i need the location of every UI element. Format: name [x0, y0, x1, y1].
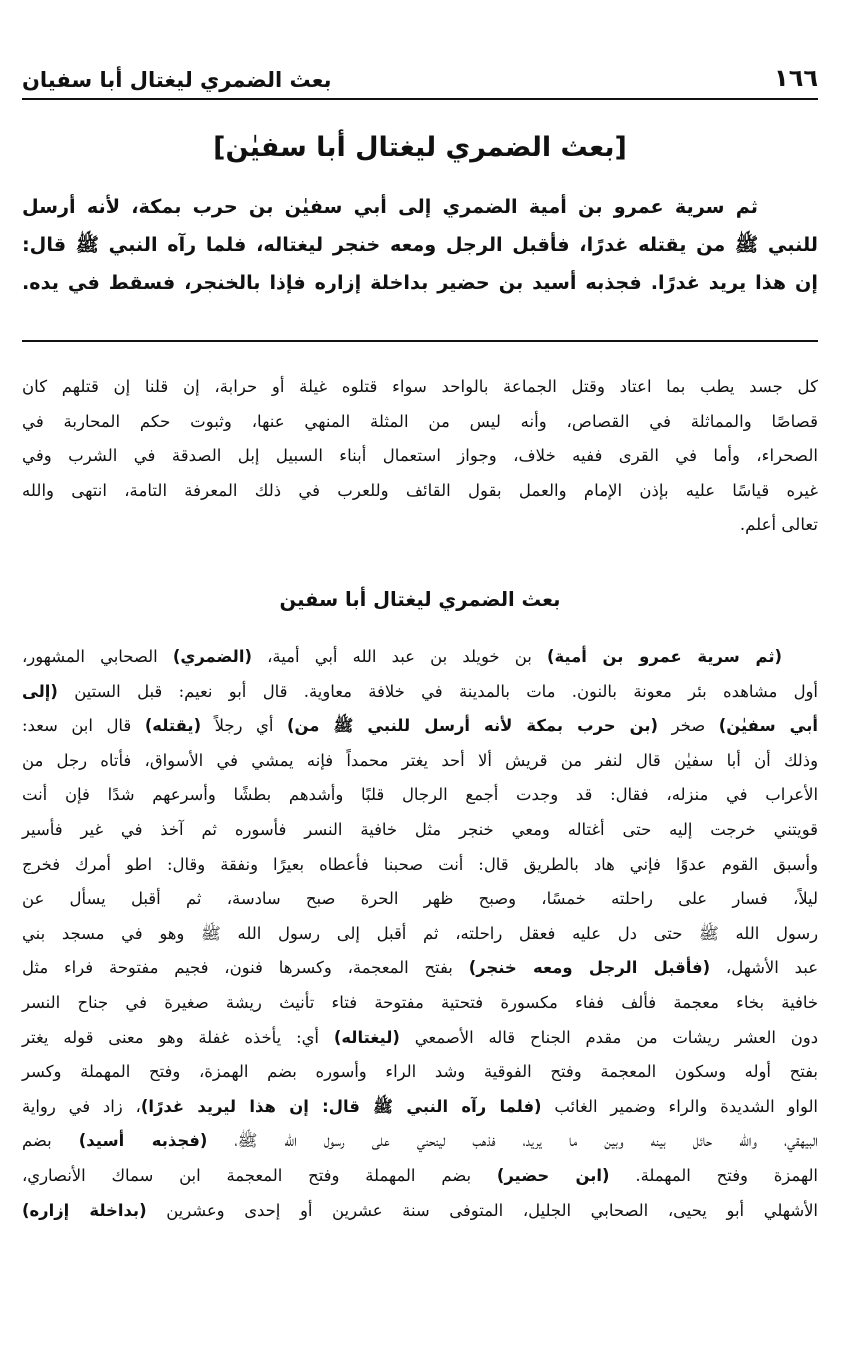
text-segment: أول مشاهده بئر معونة بالنون. مات بالمدينة في خلافة معاوية. قال أبو نعيم: قبل الستين [57, 681, 818, 701]
main-text-line: إن هذا يريد غدرًا. فجذبه أسيد بن حضير بداخلة إزاره فإذا بالخنجر، فسقط في يده. [22, 271, 818, 294]
commentary-line [22, 917, 818, 952]
quoted-text-segment: (الضمري) [172, 647, 252, 666]
text-segment: وذلك أن أبا سفيٰن قال لنفر من قريش ألا أحد يغتر محمداً فإنه يمشي في الأسواق، فأتاه رجل من [22, 750, 818, 770]
commentary-line [22, 848, 818, 883]
text-segment: أي رجلاً [201, 716, 287, 736]
quoted-text-segment: (فجذبه أسيد) [78, 1131, 208, 1151]
text-segment: صخر [658, 716, 719, 736]
commentary-line [22, 1090, 818, 1125]
text-segment: بن خويلد بن عبد الله أبي أمية، [251, 647, 547, 666]
commentary-line [22, 640, 818, 675]
text-segment: قويتني خرجت إليه حتى أغتاله ومعي خنجر مثل خافية النسر فأسوره ثم آخذ في غير فأسير [22, 819, 818, 839]
main-text [22, 188, 818, 302]
commentary-line: غيره قياسًا عليه بإذن الإمام والعمل بقول القائف وللعرب في ذلك المعرفة التامة، انتهى والله [22, 480, 818, 500]
commentary-line: قصاصًا والمماثلة في القصاص، وأنه ليس من المثلة المنهي عنها، وثبوت حكم المحاربة في [22, 411, 818, 431]
text-segment: بضم المهملة وفتح المعجمة ابن سماك الأنصاري، [22, 1165, 497, 1185]
commentary-line [22, 744, 818, 779]
page-number: ١٦٦ [774, 64, 818, 92]
commentary-line [22, 813, 818, 848]
text-segment: دون العشر ريشات من مقدم الجناح قاله الأصمعي [399, 1027, 818, 1047]
section-title: [بعث الضمري ليغتال أبا سفيٰن] [213, 132, 627, 163]
text-segment: الأشهلي أبو يحيى، الصحابي الجليل، المتوفى سنة عشرين أو إحدى وعشرين [146, 1200, 818, 1220]
quoted-text-segment: (بداخلة إزاره) [22, 1200, 147, 1220]
text-segment: أي: يأخذه غفلة وهو معنى قوله يغتر [22, 1027, 334, 1047]
quoted-text-segment: (فأقبل الرجل ومعه خنجر) [468, 958, 711, 978]
text-segment: ، زاد في رواية [22, 1096, 141, 1116]
text-segment: البيهقي، والله حائل بينه وبين ما يريد، فذهب لينحني على رسول الله ﷺ، [207, 1131, 818, 1151]
text-segment: بضم [22, 1131, 79, 1151]
quoted-text-segment: (يقتله) [144, 716, 202, 736]
commentary-line [22, 951, 818, 986]
commentary-line [22, 709, 818, 744]
text-segment: ليلاً، فسار على راحلته خمسًا، وصبح ظهر الحرة صبح سادسة، ثم أقبل يسأل عن [22, 889, 818, 909]
commentary-line [22, 986, 818, 1021]
running-header [22, 56, 818, 100]
text-segment: وأسبق القوم عدوًا فإني هاد بالطريق قال: أنت صحبنا فأعطاه بعيرًا ونفقة وقال: اطو أمرك فخرج [22, 854, 818, 874]
quoted-text-segment: أبي سفيٰن) [718, 716, 819, 736]
quoted-text-segment: (فلما رآه النبي ﷺ قال: إن هذا ليريد غدرًا) [140, 1096, 542, 1116]
footnote-divider [22, 340, 818, 342]
text-segment: بفتح المعجمة، وكسرها فنون، فجيم مفتوحة فراء مثل [22, 958, 469, 978]
text-segment: الهمزة وفتح المهملة. [609, 1165, 818, 1185]
quoted-text-segment: (ثم سرية عمرو بن أمية) [546, 647, 782, 666]
main-text-line: ثم سرية عمرو بن أمية الضمري إلى أبي سفيٰن بن حرب بمكة، لأنه أرسل [22, 195, 758, 218]
commentary-line: تعالى أعلم. [739, 515, 818, 535]
commentary-section-title: بعث الضمري ليغتال أبا سفين [279, 588, 561, 611]
commentary-top [22, 370, 818, 543]
text-segment: الأعراب في منزله، فقال: قد وجدت أجمع الرجال قلبًا وأشدهم بطشًا وأسرعهم شدًا فإن أنت [22, 785, 818, 805]
running-title: بعث الضمري ليغتال أبا سفيان [22, 68, 332, 92]
commentary-section-body [22, 640, 818, 1228]
quoted-text-segment: (بن حرب بمكة لأنه أرسل للنبي ﷺ من) [287, 716, 659, 736]
commentary-line [22, 1124, 818, 1159]
quoted-text-segment: (إلى [22, 681, 58, 701]
commentary-line [22, 1194, 818, 1229]
commentary-line: الصحراء، وأما في القرى ففيه خلاف، وجواز استعمال أبناء السبيل إبل الصدقة في الشرب وفي [22, 446, 818, 466]
commentary-line [22, 778, 818, 813]
text-segment: رسول الله ﷺ حتى دل عليه فعقل راحلته، ثم أقبل إلى رسول الله ﷺ وهو في مسجد بني [22, 923, 818, 943]
quoted-text-segment: (ابن حضير) [496, 1165, 610, 1185]
quoted-text-segment: (ليغتاله) [333, 1027, 400, 1047]
text-segment: الواو الشديدة والراء وضمير الغائب [541, 1096, 818, 1116]
commentary-line: كل جسد يطب بما اعتاد وقتل الجماعة بالواحد سواء قتلوه غيلة أو حرابة، إن قلنا إن قتلهم كان [22, 377, 818, 396]
text-segment: الصحابي المشهور، [22, 647, 173, 666]
text-segment: عبد الأشهل، [710, 958, 818, 978]
commentary-line [22, 1055, 818, 1090]
text-segment: بفتح أوله وسكون المعجمة وفتح الفوقية وشد الراء وأسوره بضم الهمزة، وفتح المهملة وكسر [22, 1062, 818, 1082]
commentary-line [22, 1021, 818, 1056]
main-text-line: للنبي ﷺ من يقتله غدرًا، فأقبل الرجل ومعه خنجر ليغتاله، فلما رآه النبي ﷺ قال: [22, 233, 818, 256]
commentary-line [22, 675, 818, 710]
commentary-line [22, 882, 818, 917]
commentary-line [22, 1159, 818, 1194]
text-segment: قال ابن سعد: [22, 716, 145, 736]
text-segment: خافية بخاء معجمة فألف ففاء مكسورة فتحتية مفتوحة فتاء تأنيث ريشة صغيرة في جناح النسر [22, 992, 818, 1012]
